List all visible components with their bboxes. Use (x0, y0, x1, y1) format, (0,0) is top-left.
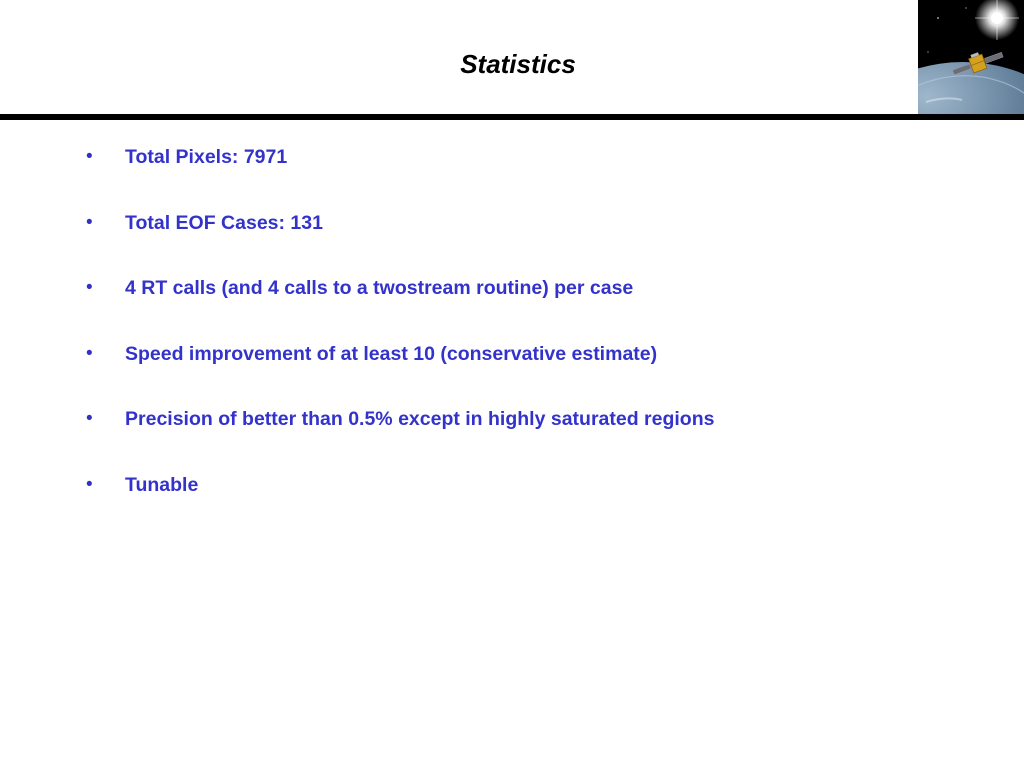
bullet-text: 4 RT calls (and 4 calls to a twostream routine) per case (125, 277, 634, 300)
bullet-text: Precision of better than 0.5% except in highly saturated regions (125, 408, 715, 431)
bullet-marker: • (86, 146, 93, 167)
list-item (0, 144, 1024, 210)
bullet-text: Tunable (125, 473, 199, 496)
slide-title: Statistics (460, 49, 576, 79)
list-item (0, 341, 1024, 407)
bullet-text: Speed improvement of at least 10 (conservative estimate) (125, 342, 658, 365)
satellite-over-earth-image (918, 0, 1024, 114)
bullet-marker: • (86, 408, 93, 430)
list-item (0, 210, 1024, 276)
list-item (0, 406, 1024, 472)
bullet-marker: • (86, 277, 93, 299)
bullet-marker: • (86, 342, 93, 364)
bullet-list (0, 144, 1024, 538)
header-rule (0, 114, 1024, 120)
bullet-marker: • (86, 211, 93, 233)
list-item (0, 275, 1024, 341)
bullet-text: Total EOF Cases: 131 (125, 211, 323, 234)
bullet-marker: • (86, 473, 93, 495)
list-item (0, 472, 1024, 538)
bullet-text: Total Pixels: 7971 (125, 146, 288, 168)
